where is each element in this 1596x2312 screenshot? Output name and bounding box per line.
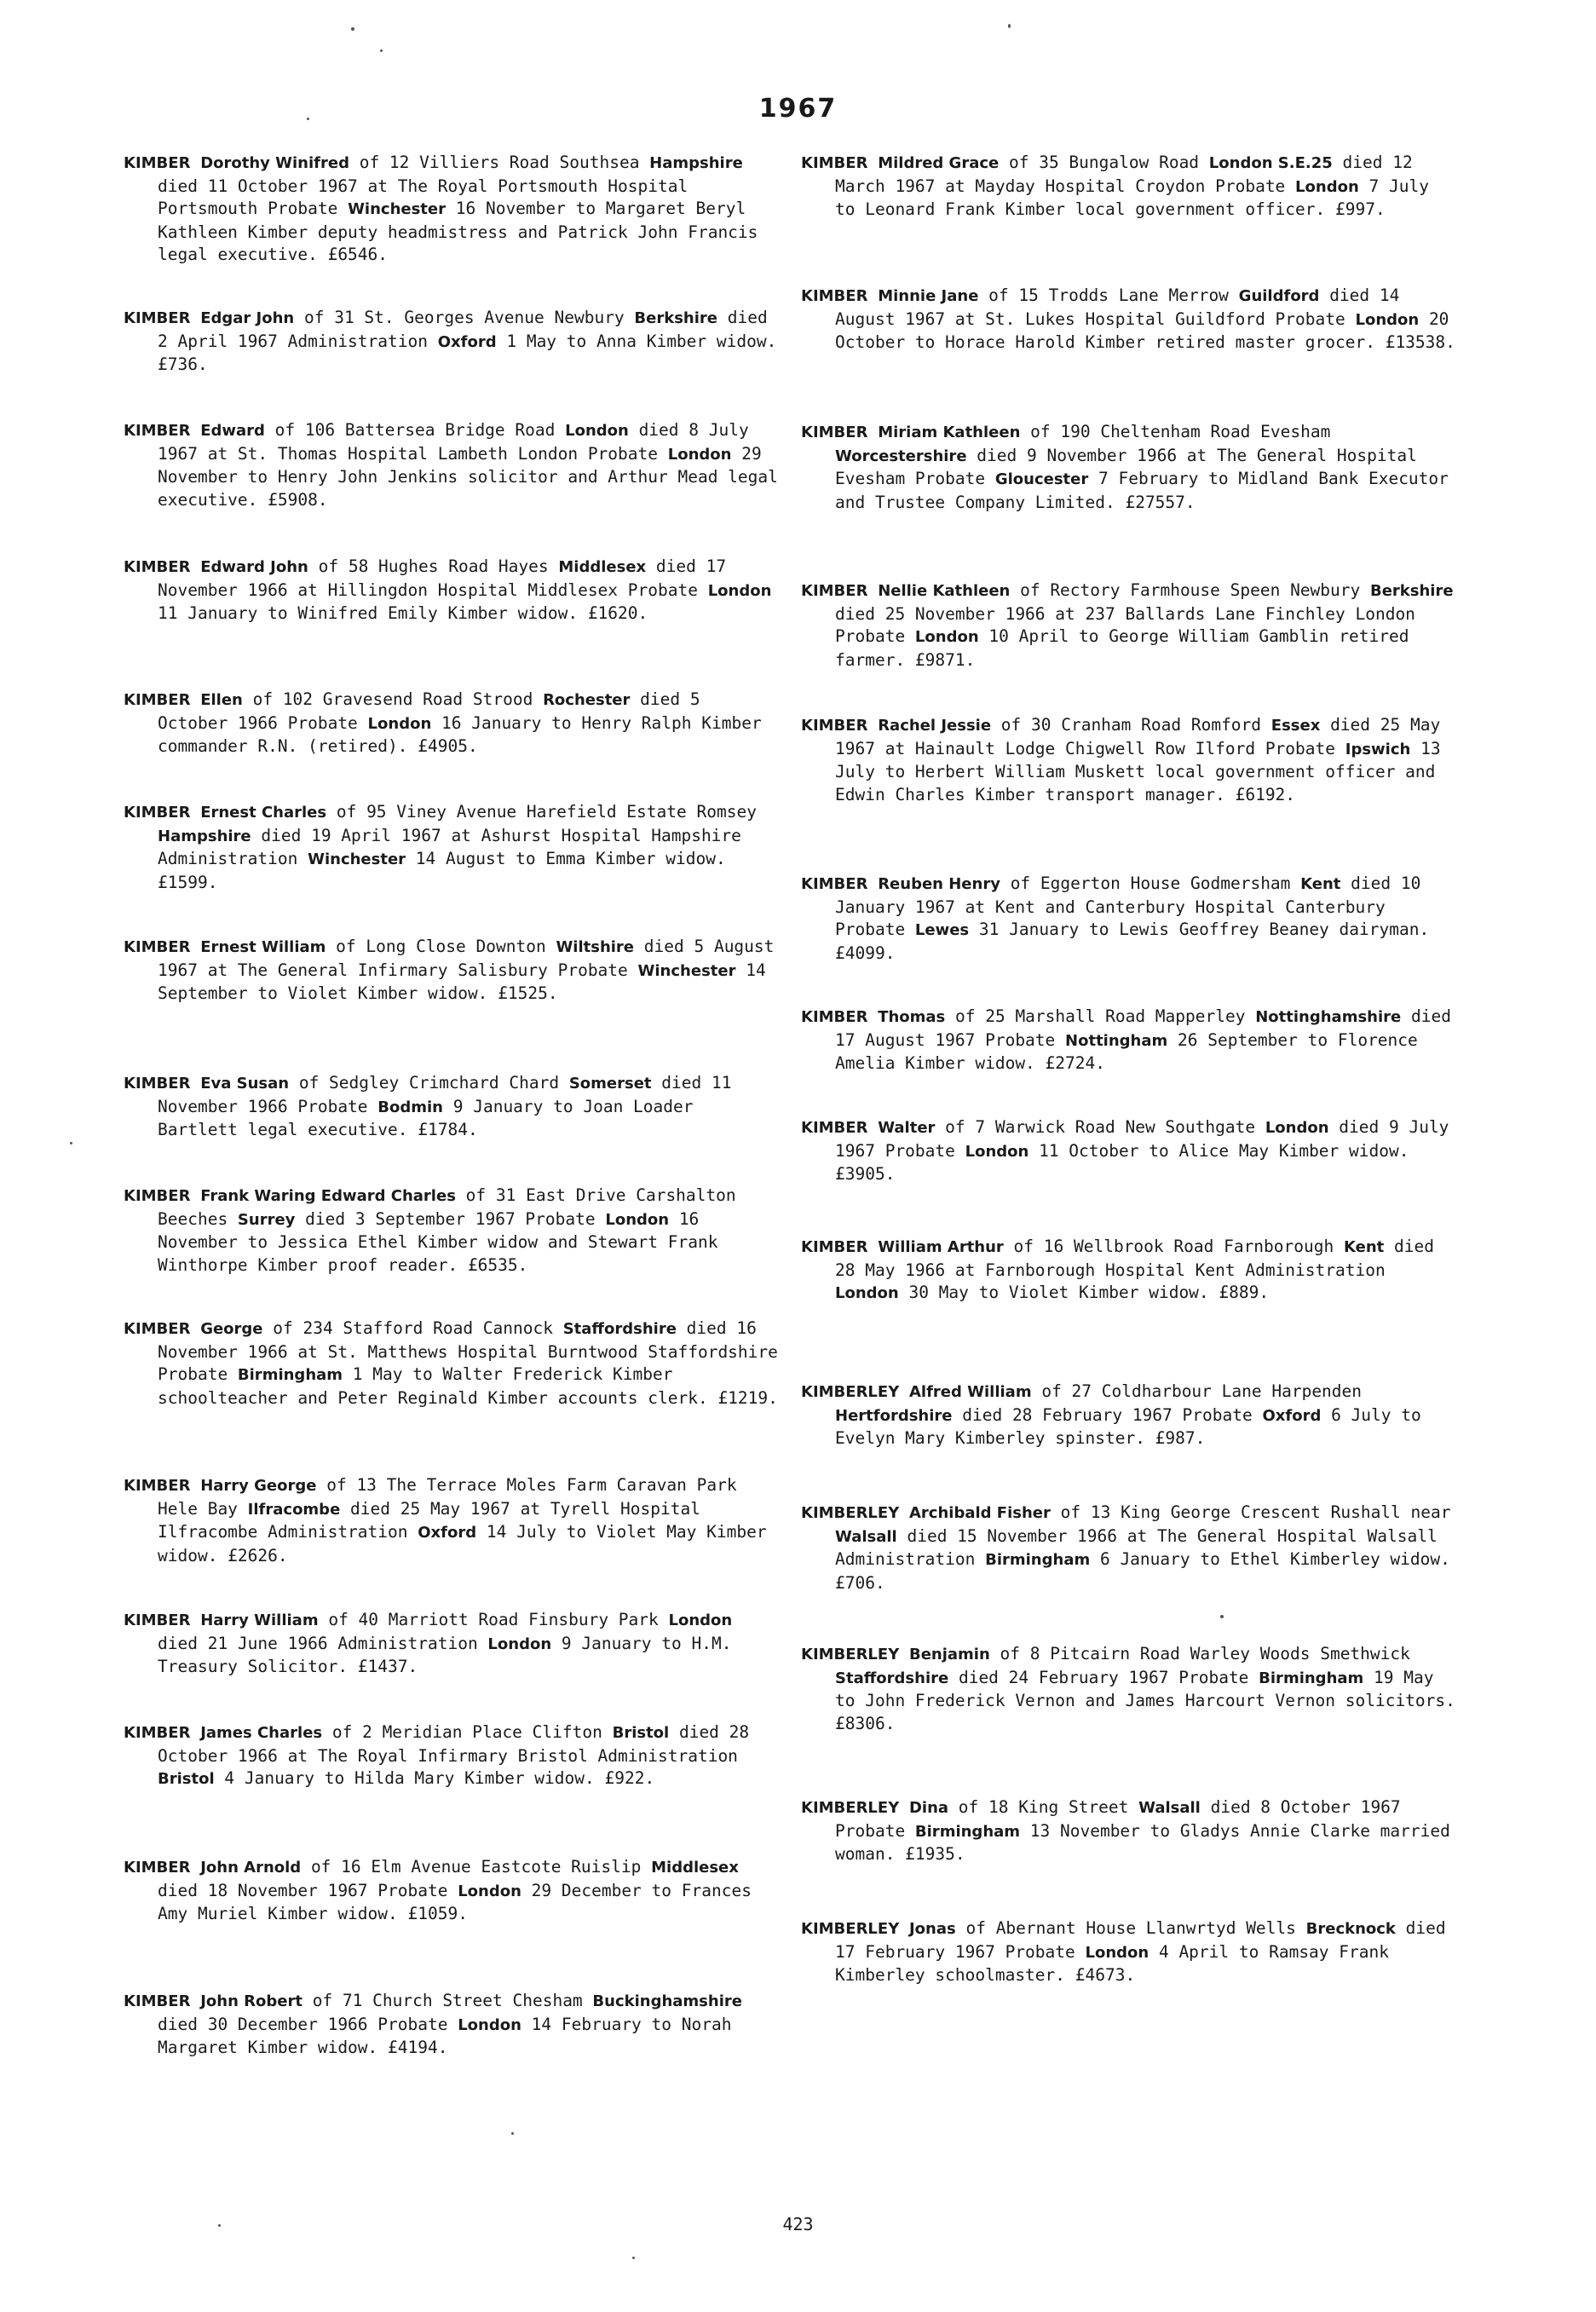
probate-entry: [801, 1236, 1457, 1306]
entry-p2: died 25 November 1966 at 237 Ballards Lane Finchley London Probate: [835, 603, 1415, 646]
entry-p2: died 25 May 1967 at Hainault Lodge Chigwell Row Ilford Probate: [835, 715, 1441, 758]
entry-b2: Kent: [1300, 875, 1341, 893]
entry-p3: 6 July to Evelyn Mary Kimberley spinster. £987.: [835, 1404, 1421, 1448]
probate-entry: [124, 1185, 780, 1277]
entry-b2: Staffordshire: [835, 1669, 949, 1687]
entry-p1: of 95 Viney Avenue Harefield Estate Romsey: [326, 802, 757, 822]
entry-p1: of Abernant House Llanwrtyd Wells: [955, 1918, 1306, 1938]
entry-p1: of 102 Gravesend Road Strood: [242, 689, 544, 709]
entry-surname: KIMBER: [124, 804, 191, 822]
entry-p2: died 30 December 1966 Probate: [158, 2014, 458, 2034]
entry-b3: Winchester: [637, 961, 736, 980]
entry-b3: London: [1355, 310, 1420, 329]
entry-p1: of Sedgley Crimchard Chard: [289, 1073, 569, 1093]
entry-p3: 1 May to Walter Frederick Kimber schoolteacher and Peter Reginald Kimber accounts clerk. £1219.: [158, 1364, 778, 1408]
entry-b3: London: [1085, 1943, 1149, 1962]
entry-p2: died 18 November 1967 Probate: [158, 1880, 458, 1900]
entry-p2: died 11 October 1967 at The Royal Portsmouth Hospital Portsmouth Probate: [158, 176, 689, 218]
entry-name: John Arnold: [200, 1859, 302, 1877]
entry-surname: KIMBER: [801, 582, 868, 600]
entry-surname: KIMBER: [124, 1477, 191, 1495]
entry-b2: Middlesex: [558, 558, 647, 576]
probate-entry: [801, 285, 1457, 355]
entry-b3: London: [458, 1882, 521, 1900]
scan-speck: [511, 2132, 514, 2135]
entry-b3: Oxford: [437, 332, 497, 351]
scan-speck: [632, 2257, 635, 2259]
entry-b2: Bristol: [612, 1724, 670, 1742]
entry-name: Harry William: [200, 1611, 319, 1629]
entry-p2: died 28 February 1967 Probate: [952, 1404, 1263, 1425]
entry-b2: Hampshire: [158, 827, 251, 845]
entry-p3: 16 November to Margaret Beryl Kathleen Kimber deputy headmistress and Patrick John Francis legal executive. £6546.: [158, 199, 758, 264]
entry-p3: 4 January to Hilda Mary Kimber widow. £922.: [214, 1768, 655, 1788]
entry-b2: Brecknock: [1305, 1920, 1396, 1938]
entry-name: Dina: [908, 1799, 949, 1817]
entry-surname: KIMBER: [124, 558, 191, 576]
entry-b3: London: [965, 1142, 1029, 1161]
entry-p2: died 12 March 1967 at Mayday Hospital Croydon Probate: [835, 153, 1413, 196]
entry-name: Dorothy Winifred: [200, 154, 349, 172]
page-year: 1967: [758, 94, 838, 124]
entry-b3: Birmingham: [237, 1366, 343, 1384]
entry-p1: of 25 Marshall Road Mapperley: [945, 1006, 1256, 1026]
entry-p2: died 24 February 1967 Probate: [948, 1667, 1259, 1687]
probate-entry: [124, 1609, 780, 1679]
entry-name: Frank Waring Edward Charles: [200, 1187, 456, 1205]
entry-surname: KIMBER: [801, 1238, 868, 1256]
entry-p1: of 31 St. Georges Avenue Newbury: [294, 308, 635, 327]
entry-b2: Essex: [1270, 717, 1321, 735]
entry-name: Miriam Kathleen: [878, 424, 1021, 441]
entry-surname: KIMBER: [124, 938, 191, 956]
probate-entry: [801, 152, 1457, 222]
entry-b3: London: [1295, 177, 1359, 196]
entry-p2: died 19 April 1967 at Ashurst Hospital Hampshire Administration: [158, 825, 741, 868]
entry-p1: of 16 Elm Avenue Eastcote Ruislip: [301, 1857, 652, 1877]
entry-p3: 30 May to Violet Kimber widow. £889.: [898, 1283, 1270, 1302]
entry-b2: Walsall: [835, 1527, 897, 1546]
probate-entry: [801, 1381, 1457, 1450]
scan-speck: [1220, 1615, 1224, 1618]
entry-p1: of 190 Cheltenham Road Evesham: [1020, 422, 1331, 441]
entry-p1: of 58 Hughes Road Hayes: [308, 556, 559, 576]
entry-surname: KIMBERLEY: [801, 1504, 900, 1522]
entry-name: Alfred William: [908, 1383, 1032, 1401]
entry-surname: KIMBER: [124, 691, 191, 709]
entry-b3: Nottingham: [1065, 1031, 1168, 1050]
entry-p3: 20 October to Horace Harold Kimber retired master grocer. £13538.: [835, 308, 1455, 352]
entry-p3: 14 February to Norah Margaret Kimber widow. £4194.: [158, 2014, 732, 2057]
probate-entry: [801, 1116, 1457, 1186]
probate-entry: [801, 873, 1457, 965]
entry-p1: of 12 Villiers Road Southsea: [349, 153, 650, 172]
entry-b2: Somerset: [568, 1075, 652, 1093]
entry-b3: Winchester: [308, 850, 406, 868]
entry-b3: Oxford: [1262, 1406, 1322, 1425]
entry-p2: died 25 May 1967 at Tyrell Hospital Ilfracombe Administration: [158, 1498, 700, 1542]
probate-entry: [124, 1990, 780, 2060]
entry-b2: Hampshire: [649, 154, 743, 172]
entry-surname: KIMBER: [124, 422, 191, 440]
entry-p1: of 2 Meridian Place Clifton: [322, 1722, 613, 1742]
entry-b3: London: [458, 2015, 521, 2034]
scan-speck: [351, 27, 354, 31]
probate-entry: [124, 689, 780, 758]
entry-p3: 14 September to Violet Kimber widow. £1525.: [158, 960, 766, 1003]
entry-b2: Berkshire: [1370, 582, 1454, 600]
scan-speck: [218, 2224, 221, 2227]
entry-surname: KIMBER: [124, 1187, 191, 1205]
entry-p3: 29 December to Frances Amy Muriel Kimber widow. £1059.: [158, 1880, 752, 1923]
entry-p2: died 21 June 1966 Administration: [158, 1633, 488, 1653]
entry-p2: died 3 September 1967 Probate: [295, 1208, 606, 1229]
entry-name: Ernest Charles: [200, 804, 327, 822]
entry-name: George: [200, 1320, 263, 1338]
entry-p3: 26 September to Florence Amelia Kimber widow. £2724.: [835, 1029, 1418, 1073]
entry-b2: Nottinghamshire: [1255, 1008, 1402, 1026]
entry-b2: Hertfordshire: [835, 1406, 953, 1425]
probate-entry: [801, 1917, 1457, 1987]
probate-entry: [124, 1856, 780, 1926]
entry-surname: KIMBER: [801, 154, 868, 172]
entry-name: James Charles: [200, 1724, 323, 1742]
entry-name: Walter: [878, 1119, 936, 1137]
entry-name: Archibald Fisher: [908, 1504, 1051, 1522]
entry-b2: Buckinghamshire: [592, 1992, 742, 2010]
entry-p3: 13 November to Gladys Annie Clarke married woman. £1935.: [835, 1820, 1450, 1864]
entry-surname: KIMBER: [801, 287, 868, 305]
probate-entry: [801, 1006, 1457, 1075]
entry-p2: died 2 April 1967 Administration: [158, 308, 768, 351]
entry-surname: KIMBER: [801, 424, 868, 441]
entry-surname: KIMBER: [801, 1008, 868, 1026]
entry-name: Ellen: [200, 691, 243, 709]
entry-surname: KIMBER: [124, 1611, 191, 1629]
entry-p3: 31 January to Lewis Geoffrey Beaney dairyman. £4099.: [835, 920, 1430, 963]
entry-p3: 10 April to George William Gamblin retired farmer. £9871.: [835, 626, 1409, 670]
entry-b2: London: [565, 422, 629, 440]
entry-p2: died 8 July 1967 at St. Thomas Hospital Lambeth London Probate: [158, 420, 749, 464]
entry-p2: died 5 October 1966 Probate: [158, 689, 700, 733]
entry-p2: died 15 November 1966 at The General Hospital Walsall Administration: [835, 1525, 1438, 1569]
probate-entry: [124, 1721, 780, 1791]
entry-p2: died 8 October 1967 Probate: [835, 1797, 1401, 1841]
entry-b3: Winchester: [348, 200, 446, 218]
entry-b3: Oxford: [418, 1524, 477, 1542]
entry-b2: Berkshire: [634, 309, 717, 327]
entry-p1: of 7 Warwick Road New Southgate: [935, 1117, 1265, 1137]
entry-name: Mildred Grace: [878, 154, 1000, 172]
entry-b2: London S.E.25: [1208, 154, 1333, 172]
entry-surname: KIMBER: [124, 154, 191, 172]
entry-name: Edward: [200, 422, 265, 440]
entry-name: William Arthur: [878, 1238, 1004, 1256]
entry-b2: Walsall: [1138, 1799, 1201, 1817]
entry-p2: died 17 February 1967 Probate: [835, 1918, 1446, 1962]
entry-p2: died 14 August 1967 at St. Lukes Hospital Guildford Probate: [835, 285, 1400, 329]
entry-p1: of 35 Bungalow Road: [999, 153, 1209, 172]
entry-b3: Gloucester: [994, 470, 1089, 488]
entry-name: Edward John: [200, 558, 308, 576]
entry-b2: Kent: [1343, 1238, 1385, 1256]
entry-name: John Robert: [200, 1992, 302, 2010]
probate-entry: [124, 307, 780, 377]
entry-p3: 14 July to Violet May Kimber widow. £2626.: [158, 1522, 767, 1565]
entry-p2: died 17 November 1966 at Hillingdon Hospital Middlesex Probate: [158, 556, 727, 600]
entry-surname: KIMBER: [124, 1320, 191, 1338]
page-number: 423: [782, 2214, 814, 2234]
entry-surname: KIMBERLEY: [801, 1646, 900, 1663]
entry-name: Edgar John: [200, 309, 295, 327]
entry-p3: 11 October to Alice May Kimber widow. £3905.: [835, 1140, 1409, 1184]
entry-p1: of Rectory Farmhouse Speen Newbury: [1010, 580, 1370, 600]
entry-p1: of 16 Wellbrook Road Farnborough: [1003, 1237, 1344, 1256]
entry-p1: of 234 Stafford Road Cannock: [262, 1318, 563, 1338]
entry-p1: of 31 East Drive Carshalton Beeches: [158, 1185, 736, 1229]
entry-b3: Birmingham: [914, 1822, 1021, 1841]
entry-p1: of 13 King George Crescent Rushall near: [1050, 1502, 1451, 1522]
entry-p2: died 28 October 1966 at The Royal Infirmary Bristol Administration: [158, 1722, 750, 1766]
entry-b3: London: [367, 714, 432, 733]
entry-p2: died 17 August 1967 Probate: [835, 1006, 1451, 1050]
probate-entry: [124, 419, 780, 511]
entry-p3: 9 January to Joan Loader Bartlett legal executive. £1784.: [158, 1096, 694, 1139]
entry-p1: of 30 Cranham Road Romford: [991, 715, 1271, 735]
entry-b3: London: [835, 1284, 899, 1302]
entry-b3: London: [914, 628, 979, 646]
entry-b2: Ilfracombe: [247, 1500, 341, 1519]
entry-p3: 13 July to Herbert William Muskett local government officer and Edwin Charles Kimber transport manager. £6192.: [835, 738, 1441, 804]
entry-b2: Staffordshire: [562, 1320, 677, 1338]
entry-p1: of 71 Church Street Chesham: [302, 1991, 593, 2010]
probate-entry: [801, 1643, 1457, 1735]
entry-surname: KIMBER: [801, 717, 868, 735]
entry-p3: 19 May to John Frederick Vernon and James Harcourt Vernon solicitors. £8306.: [835, 1667, 1455, 1733]
entry-p3: 7 July to Leonard Frank Kimber local government officer. £997.: [835, 176, 1429, 219]
scan-speck: [307, 118, 309, 120]
entry-name: Nellie Kathleen: [878, 582, 1011, 600]
entry-name: Jonas: [908, 1920, 956, 1938]
entry-b3: London: [605, 1210, 670, 1229]
entry-name: Minnie Jane: [878, 287, 979, 305]
entry-surname: KIMBER: [124, 1075, 191, 1093]
entry-p3: 9 January to H.M. Treasury Solicitor. £1437.: [158, 1633, 732, 1676]
entry-b3: Birmingham: [1259, 1669, 1364, 1687]
probate-entry: [124, 152, 780, 267]
entry-p2: died 5 August 1967 at The General Infirmary Salisbury Probate: [158, 937, 775, 980]
entry-p1: of Eggerton House Godmersham: [1000, 873, 1301, 893]
entry-p2: died 16 November 1966 at St. Matthews Hospital Burntwood Staffordshire Probate: [158, 1318, 778, 1384]
entry-p1: of Long Close Downton: [326, 937, 556, 956]
entry-surname: KIMBERLEY: [801, 1383, 900, 1401]
entry-b3: London: [667, 445, 732, 464]
entry-b2: London: [668, 1611, 733, 1629]
entry-b2: Guildford: [1238, 287, 1320, 305]
entry-surname: KIMBER: [801, 875, 868, 893]
entry-b3: Bodmin: [377, 1098, 443, 1116]
probate-entry: [124, 556, 780, 626]
entry-p1: of 106 Battersea Bridge Road: [264, 420, 566, 440]
entry-b3: Bristol: [158, 1770, 215, 1788]
entry-p3: 7 February to Midland Bank Executor and Trustee Company Limited. £27557.: [835, 469, 1449, 512]
entry-p3: 4 April to Ramsay Frank Kimberley schoolmaster. £4673.: [835, 1941, 1389, 1985]
entry-p3: 11 January to Winifred Emily Kimber widow. £1620.: [158, 603, 648, 623]
entry-p1: of 40 Marriott Road Finsbury Park: [318, 1610, 669, 1629]
entry-p1: of 18 King Street: [948, 1797, 1139, 1817]
entry-p2: died 28 May 1966 at Farnborough Hospital Kent Administration: [835, 1237, 1434, 1280]
entry-p2: died 10 January 1967 at Kent and Canterbury Hospital Canterbury Probate: [835, 873, 1421, 939]
probate-entry: [124, 1474, 780, 1567]
entry-surname: KIMBER: [124, 309, 191, 327]
entry-p3: 14 August to Emma Kimber widow. £1599.: [158, 849, 726, 892]
probate-entry: [124, 801, 780, 894]
probate-entry: [801, 1502, 1457, 1594]
entry-b3: Lewes: [914, 921, 970, 939]
probate-entry: [124, 1072, 780, 1142]
entry-surname: KIMBERLEY: [801, 1799, 900, 1817]
entry-b2: Middlesex: [651, 1859, 739, 1877]
entry-surname: KIMBER: [124, 1992, 191, 2010]
entry-name: Ernest William: [200, 938, 326, 956]
entry-p1: of 15 Trodds Lane Merrow: [978, 285, 1239, 305]
entry-p3: 16 January to Henry Ralph Kimber commander R.N. (retired). £4905.: [158, 712, 762, 756]
scan-speck: [1008, 24, 1011, 28]
entry-name: Rachel Jessie: [878, 717, 992, 735]
probate-entry: [801, 421, 1457, 514]
entry-p3: 6 January to Ethel Kimberley widow. £706.: [835, 1549, 1450, 1593]
entry-b3: London: [487, 1635, 552, 1653]
entry-b2: Worcestershire: [835, 447, 967, 465]
entry-surname: KIMBER: [124, 1859, 191, 1877]
entry-p1: of 27 Coldharbour Lane Harpenden: [1031, 1381, 1363, 1401]
entry-b2: Surrey: [237, 1210, 296, 1229]
scan-speck: [70, 1142, 72, 1144]
probate-entry: [801, 579, 1457, 672]
entry-surname: KIMBERLEY: [801, 1920, 900, 1938]
probate-entry: [801, 1796, 1457, 1866]
entry-b2: London: [1265, 1119, 1329, 1137]
entry-b2: Wiltshire: [556, 938, 635, 956]
entry-p3: 16 November to Jessica Ethel Kimber widow and Stewart Frank Winthorpe Kimber proof reader. £6535.: [158, 1208, 718, 1275]
entry-name: Thomas: [878, 1008, 946, 1026]
entry-p2: died 9 July 1967 Probate: [835, 1117, 1449, 1161]
entry-p2: died 9 November 1966 at The General Hospital Evesham Probate: [835, 445, 1417, 488]
entry-p1: of 13 The Terrace Moles Farm Caravan Park Hele Bay: [158, 1475, 737, 1519]
entry-p1: of 8 Pitcairn Road Warley Woods Smethwick: [989, 1644, 1410, 1663]
probate-entry: [124, 1317, 780, 1410]
entry-p3: 1 May to Anna Kimber widow. £736.: [158, 331, 777, 374]
entry-b3: Ipswich: [1345, 740, 1411, 758]
entry-b3: Birmingham: [985, 1551, 1091, 1569]
entry-surname: KIMBER: [124, 1724, 191, 1742]
entry-name: Eva Susan: [200, 1075, 290, 1093]
probate-entry: [124, 936, 780, 1006]
entry-b2: Rochester: [543, 691, 631, 709]
scan-speck: [380, 49, 383, 52]
probate-entry: [801, 714, 1457, 806]
entry-surname: KIMBER: [801, 1119, 868, 1137]
entry-b3: London: [707, 581, 772, 600]
entry-p3: 29 November to Henry John Jenkins solicitor and Arthur Mead legal executive. £5908.: [158, 443, 778, 510]
entry-name: Benjamin: [908, 1646, 990, 1663]
entry-name: Harry George: [200, 1477, 317, 1495]
entry-p2: died 11 November 1966 Probate: [158, 1073, 732, 1116]
entry-name: Reuben Henry: [878, 875, 1000, 893]
